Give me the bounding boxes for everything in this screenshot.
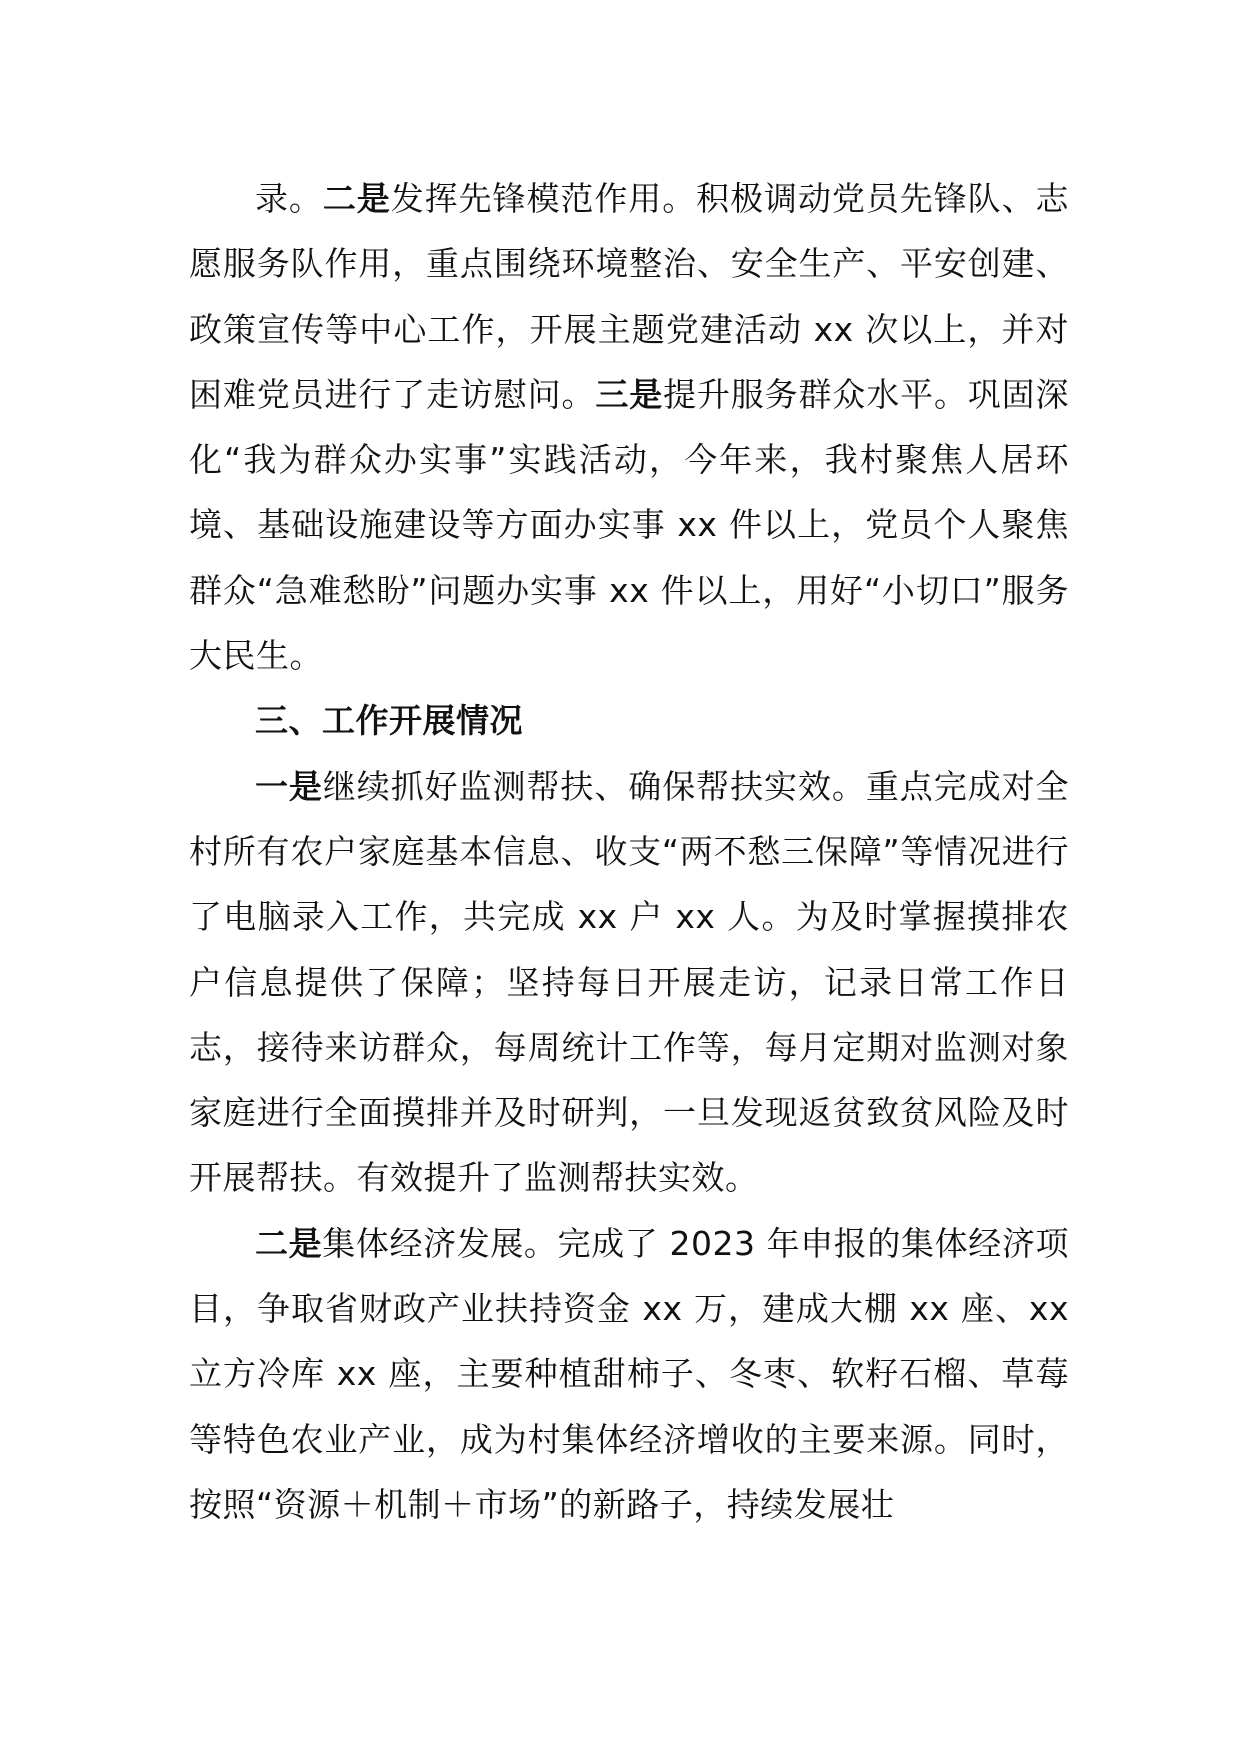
paragraph-3-text: 集体经济发展。完成了 2023 年申报的集体经济项目，争取省财政产业扶持资金 xx 万，建成大棚 xx 座、xx 立方冷库 xx 座，主要种植甜柿子、冬枣、软籽石榴、草莓等特色农业产业，成为村集体经济增收的主要来源。同时，按照“资源＋机制＋市场”的新路子，持续发展壮	[189, 1223, 1069, 1524]
document-body	[189, 166, 1069, 1537]
paragraph-1-text-1: 录。	[255, 179, 323, 218]
section-heading: 三、工作开展情况	[255, 701, 523, 741]
paragraph-1-bold-marker-1: 二是	[322, 179, 391, 218]
paragraph-3-bold-marker: 二是	[255, 1223, 323, 1263]
paragraph-1-text-2: 发挥先锋模范作用。积极调动党员先锋队、志愿服务队作用，重点围绕环境整治、安全生产、平安创建、政策宣传等中心工作，开展主题党建活动 xx 次以上，并对困难党员进行了走访慰问。	[189, 179, 1070, 414]
paragraph-collective-economy	[189, 1211, 1069, 1537]
paragraph-2-text: 继续抓好监测帮扶、确保帮扶实效。重点完成对全村所有农户家庭基本信息、收支“两不愁三保障”等情况进行了电脑录入工作，共完成 xx 户 xx 人。为及时掌握摸排农户信息提供了保障；坚持每日开展走访，记录日常工作日志，接待来访群众，每周统计工作等，每月定期对监测对象家庭进行全面摸排并及时研判，一旦发现返贫致贫风险及时开展帮扶。有效提升了监测帮扶实效。	[189, 766, 1070, 1198]
paragraph-1-text-3: 提升服务群众水平。巩固深化“我为群众办实事”实践活动，今年来，我村聚焦人居环境、基础设施建设等方面办实事 xx 件以上，党员个人聚焦群众“急难愁盼”问题办实事 xx 件以上，用好“小切口”服务大民生。	[189, 374, 1070, 676]
paragraph-2-bold-marker: 一是	[255, 766, 323, 806]
paragraph-1-bold-marker-2: 三是	[595, 374, 664, 414]
paragraph-party-service	[189, 166, 1069, 688]
paragraph-monitoring-assistance	[189, 754, 1069, 1211]
